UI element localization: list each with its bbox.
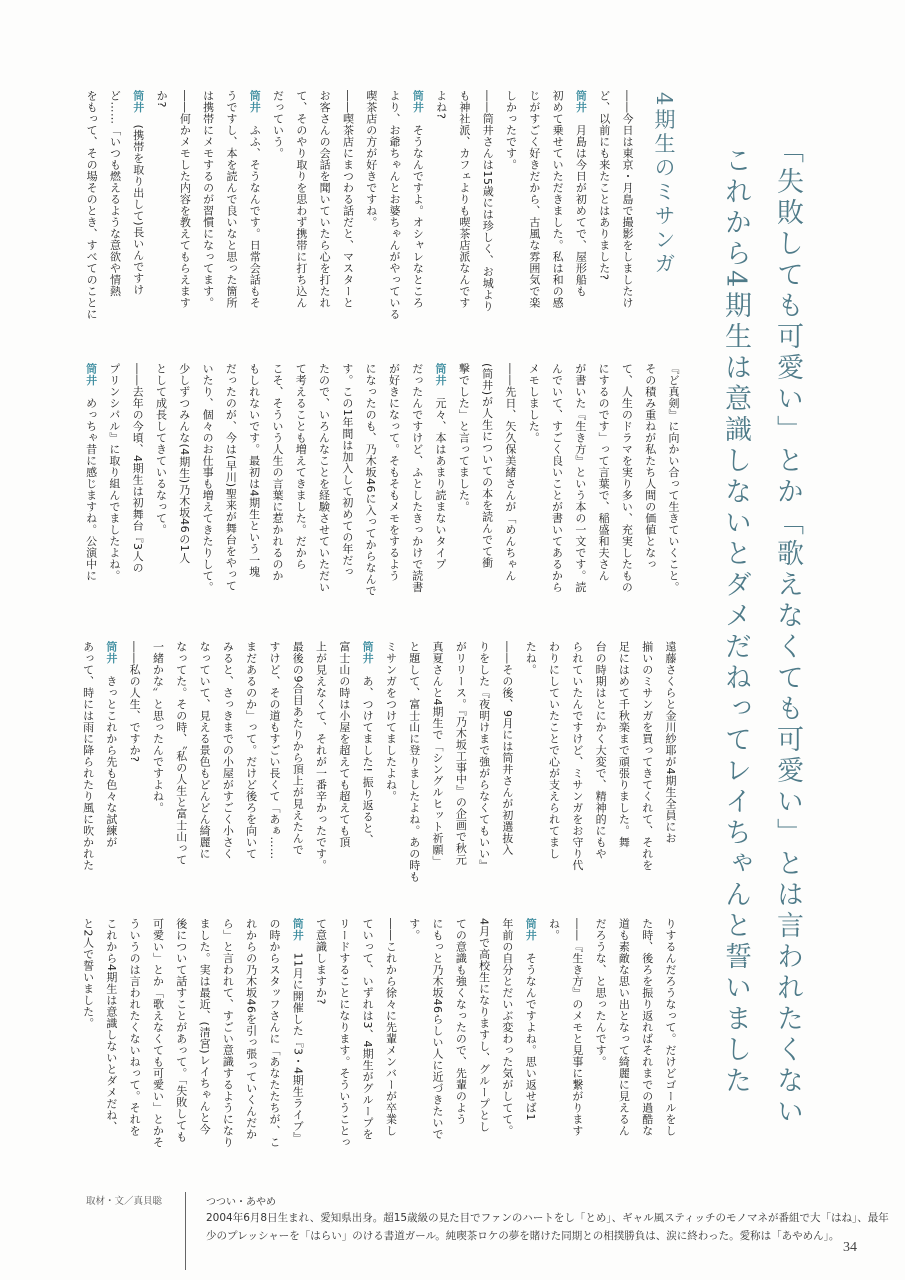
text-column: になったのも、乃木坂46に入ってからなんで — [364, 363, 378, 597]
text-column: 道も素敵な思い出となって綺麗に見えるん — [617, 918, 631, 1137]
text-column: 最後の9合目あたりから頂上が見えたんで — [291, 641, 305, 856]
text-column: その積み重ねが私たち人間の価値となっ — [643, 363, 657, 570]
text-column — [79, 363, 102, 613]
section-heading: 4期生のミサンガ — [652, 92, 676, 277]
text-column: 年前の自分とだいぶ変わった気がしてて。 — [500, 918, 514, 1137]
speaker-text: 11月に開催した『3・4期生ライブ』 — [291, 941, 305, 1144]
text-column — [429, 363, 452, 613]
text-column: すけど、その道もすごい長くて「あぁ…… — [267, 641, 281, 860]
text-column: うですし、本を読んで良いなと思った箇所 — [224, 90, 238, 309]
text-column: ――その後、9月には筒井さんが初選抜入 — [500, 641, 514, 856]
text-column: 揃いのミサンガを買ってきてくれて、それを — [640, 641, 654, 871]
text-column: みると、さっきまでの小屋がすごく小さく — [221, 641, 235, 860]
text-column: いたり、個々のお仕事も増えてきたりして。 — [201, 363, 215, 593]
speaker-name: 筒井 — [248, 90, 262, 113]
profile-text-line-2: 少のプレッシャーを「はらい」のける書道ガール。純喫茶ロケの夢を賭けた同期との相撲勝負は、涙に終わった。愛称は「あやめん」。 — [206, 1230, 840, 1242]
text-column — [569, 90, 592, 330]
speaker-text: 月島は今日が初めてで、屋形船も — [574, 113, 588, 297]
text-column: じがすごく好きだから、古風な雰囲気で楽 — [527, 90, 541, 309]
text-column: んでいて、すごく良いことが書いてあるから — [550, 363, 564, 593]
text-column: ――今日は東京・月島で撮影をしましたけ — [621, 90, 634, 309]
text-column: ね。 — [547, 918, 561, 941]
body-text-block-2 — [79, 363, 685, 613]
writer-credit: 取材・文／真貝聡 — [86, 1196, 163, 1207]
headline-line-2: これから4期生は意識しないとダメだねってレイちゃんと誓いました — [720, 146, 751, 1098]
text-column: わりにしていたことで心が支えられてまし — [547, 641, 561, 860]
speaker-name: 筒井 — [574, 90, 588, 113]
text-column: よね? — [434, 90, 448, 120]
speaker-name: 筒井 — [131, 90, 145, 113]
speaker-name: 筒井 — [291, 918, 305, 941]
speaker-name: 筒井 — [524, 918, 538, 941]
text-column: だったのが、今は(早川)聖来が舞台をやって — [224, 363, 238, 592]
text-column: お客さんの会話を聞いていたら心を打たれ — [318, 90, 332, 309]
text-column: て、人生のドラマを実り多い、充実したもの — [620, 363, 634, 593]
text-column: 真夏さんと4期生で「シングルヒット祈願」 — [431, 641, 445, 867]
text-column: 少しずつみんな(4期生)乃木坂46の1人 — [177, 363, 191, 564]
body-text-block-1 — [80, 90, 639, 330]
text-column: これから4期生は意識しないとダメだね、 — [104, 918, 118, 1133]
text-column: ていって、いずれは3、4期生がグループを — [361, 918, 375, 1140]
text-column: ――私の人生、ですか? — [128, 641, 142, 763]
text-column: 上が見えなくて、それが一番辛かったです。 — [314, 641, 328, 871]
speaker-text: そうなんですよね。思い返せば1 — [524, 941, 538, 1121]
text-column: ――『生き方』のメモと見事に繋がります — [570, 918, 584, 1137]
text-column: をもって、その場そのとき、すべてのことに — [85, 90, 99, 320]
speaker-text: きっとこれから先も色々な試練が — [104, 664, 118, 848]
text-column: す。この1年間は加入して初めての年だっ — [340, 363, 354, 578]
text-column: メモしました。 — [527, 363, 541, 444]
text-column: と2人で誓いました。 — [81, 918, 95, 1029]
text-column: もしれないです。最初は4期生という一塊 — [247, 363, 261, 578]
text-column: ど、以前にも来たことはありました? — [597, 90, 611, 281]
text-column: あって、時には雨に降られたり風に吹かれた — [81, 641, 95, 871]
text-column: は携帯にメモするのが習慣になってます。 — [201, 90, 215, 309]
text-column: リードすることになります。そういうことっ — [337, 918, 351, 1148]
text-column — [243, 90, 266, 330]
text-column: が好きになって。そもそもメモをするよう — [387, 363, 401, 582]
text-column: しかったです。 — [504, 90, 518, 171]
text-column: こそ、そういう人生の言葉に惹かれるのか — [270, 363, 284, 582]
text-column: りをした『夜明けまで強がらなくてもいい』 — [477, 641, 491, 871]
speaker-text: 元々、本はあまり読まないタイプ — [434, 386, 448, 570]
text-column: にもっと乃木坂46らしい人に近づきたいで — [431, 918, 445, 1140]
text-column: なっていて、見える景色もどんどん綺麗に — [198, 641, 212, 860]
text-column: ての意識も強くなったので、先輩のよう — [454, 918, 468, 1125]
speaker-text: そうなんですよ。オシャレなところ — [411, 113, 425, 309]
text-column: 台の時期はとにかく大変で、精神的にもや — [594, 641, 608, 860]
text-column: す。 — [407, 918, 421, 941]
text-column: 一緒かな〟と思ったんですよね。 — [151, 641, 165, 814]
text-column: 『ど真剣』に向かい合って生きていくこと。 — [667, 363, 680, 593]
text-column: ど……「いつも燃えるような意欲や情熱 — [108, 90, 122, 297]
speaker-text: めっちゃ昔に感じますね。公演中に — [84, 386, 98, 582]
text-column: プリンシパル』に取り組んでましたよね。 — [107, 363, 121, 582]
text-column: だったんですけど、ふとしたきっかけで読書 — [410, 363, 424, 593]
text-column: 足にはめて千秋楽まで頑張りました。舞 — [617, 641, 631, 848]
text-column: か? — [155, 90, 169, 108]
text-column: ミサンガをつけてましたよね。 — [384, 641, 398, 802]
text-column: だっていう。 — [271, 90, 285, 159]
text-column: れからの乃木坂46を引っ張っていくんだか — [244, 918, 258, 1140]
text-column: 遠藤さくらと金川紗耶が4期生全員にお — [664, 641, 677, 844]
profile-text-line-1: 2004年6月8日生まれ、愛知県出身。超15歳級の見た目でファンのハートをし「とめ」、ギャル風スティッチのモノマネが番組で大「はね」、最年 — [206, 1212, 889, 1224]
speaker-name: 筒井 — [104, 641, 118, 664]
text-column: として成長してきているなって。 — [154, 363, 168, 536]
text-column: 撃でした」と言ってました。 — [457, 363, 471, 513]
body-text-block-3 — [76, 641, 682, 881]
text-column — [286, 918, 309, 1158]
text-column — [406, 90, 429, 330]
speaker-name: 筒井 — [84, 363, 98, 386]
page-number: 34 — [843, 1240, 857, 1255]
speaker-name: 筒井 — [434, 363, 448, 386]
text-column: (筒井)が人生についての本を読んでて衝 — [480, 363, 494, 569]
text-column: ――何かメモした内容を教えてもらえます — [178, 90, 192, 309]
text-column: と題して、富士山に登りましたよね。あの時も — [407, 641, 421, 883]
text-column: ――これから徐々に先輩メンバーが卒業し — [384, 918, 398, 1137]
text-column: て考えることも増えてきました。だから — [294, 363, 308, 570]
text-column: だろうな、と思ったんです。 — [594, 918, 608, 1068]
text-column — [100, 641, 123, 881]
text-column: が書いた『生き方』という本の一文です。読 — [573, 363, 587, 593]
text-column: まだあるのか」って。だけど後ろを向いて — [244, 641, 258, 860]
text-column: りするんだろうなって。だけどゴールをし — [664, 918, 677, 1137]
text-column: なってた。その時、〝私の人生と富士山って — [174, 641, 188, 866]
text-column: 可愛い」とか「歌えなくても可愛い」とかそ — [151, 918, 165, 1148]
speaker-name: 筒井 — [411, 90, 425, 113]
speaker-text: (携帯を取り出して)長いんですけ — [131, 113, 145, 296]
text-column: ――筒井さんは15歳には珍しく、お城より — [481, 90, 495, 312]
footer-divider — [185, 1192, 186, 1270]
text-column: ら」と言われて、すごい意識するようになり — [221, 918, 235, 1148]
text-column: た時、後ろを振り返ればそれまでの過酷な — [640, 918, 654, 1137]
speaker-text: ふふ、そうなんです。日常会話もそ — [248, 113, 262, 309]
text-column: 富士山の時は小屋を超えても超えても頂 — [337, 641, 351, 848]
text-column: ういうのは言われたくないねって。それを — [128, 918, 142, 1137]
text-column — [356, 641, 379, 881]
text-column: ――喫茶店にまつわる話だと、マスターと — [341, 90, 355, 309]
text-column: の時からスタッフさんに「あなたたちが、こ — [267, 918, 281, 1148]
text-column: ――先日、矢久保美緒さんが「めんちゃん — [503, 363, 517, 582]
text-column: ――去年の今頃、4期生は初舞台『3人の — [131, 363, 145, 574]
text-column: 4月で高校生になりますし、グループとし — [477, 918, 491, 1133]
text-column: たね。 — [524, 641, 538, 676]
text-column: て、そのやり取りを思わず携帯に打ち込ん — [294, 90, 308, 309]
text-column: て意識しますか? — [314, 918, 328, 1005]
text-column: たので、いろんなことを経験させていただい — [317, 363, 331, 593]
text-column: 喫茶店の方が好きですね。 — [364, 90, 378, 228]
text-column: にするのです」って言葉で、稲盛和夫さん — [597, 363, 611, 582]
speaker-name: 筒井 — [361, 641, 375, 664]
text-column: ました。実は最近、(清宮)レイちゃんと今 — [198, 918, 212, 1135]
profile-name: つつい・あやめ — [206, 1197, 276, 1208]
speaker-text: あ、つけてました! 振り返ると、 — [361, 664, 375, 846]
text-column: がリリース。『乃木坂工事中』の企画で秋元 — [454, 641, 468, 866]
text-column: 初めて乗せていただきました。私は和の感 — [551, 90, 565, 309]
text-column: られていたんですけど、ミサンガをお守り代 — [570, 641, 584, 871]
text-column: より、お爺ちゃんとお婆ちゃんがやっている — [388, 90, 402, 320]
text-column: 後について話すことがあって。「失敗しても — [174, 918, 188, 1143]
text-column — [519, 918, 542, 1158]
body-text-block-4 — [76, 918, 682, 1158]
text-column: も神社派、カフェよりも喫茶店派なんです — [457, 90, 471, 309]
text-column — [126, 90, 149, 330]
headline-line-1: 「失敗しても可愛い」とか「歌えなくても可愛い」とは言われたくない — [772, 136, 803, 1128]
